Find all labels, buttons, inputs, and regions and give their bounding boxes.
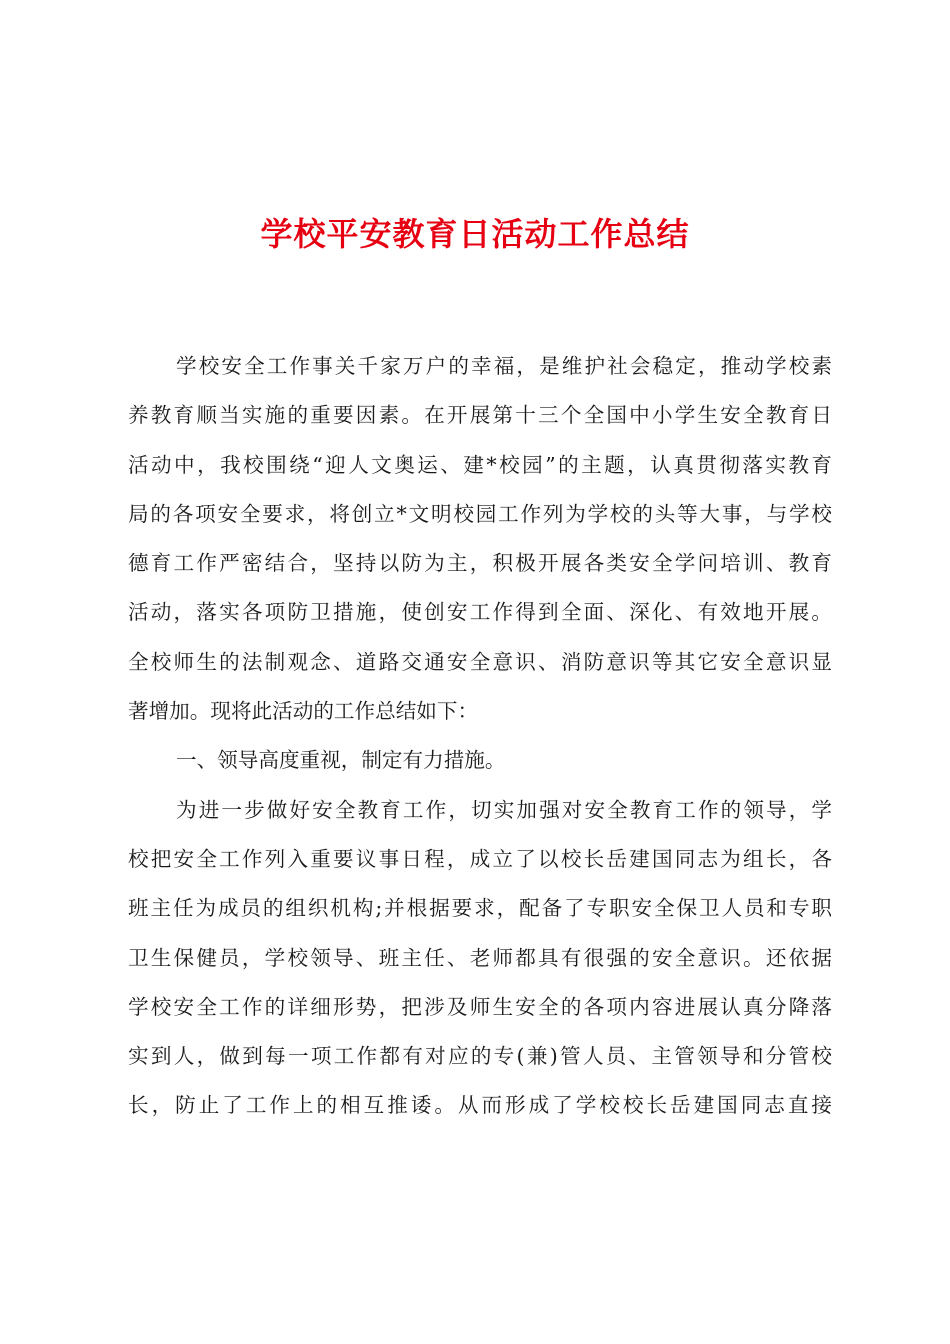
paragraph-1-line-3: 活动中，我校围绕“迎人文奥运、建*校园”的主题，认真贯彻落实教育 — [128, 452, 832, 477]
paragraph-3-line-1: 为进一步做好安全教育工作，切实加强对安全教育工作的领导，学 — [176, 797, 832, 822]
paragraph-1-line-6: 活动，落实各项防卫措施，使创安工作得到全面、深化、有效地开展。 — [128, 600, 832, 625]
paragraph-3-line-5: 学校安全工作的详细形势，把涉及师生安全的各项内容进展认真分降落 — [128, 994, 832, 1019]
paragraph-3-line-3: 班主任为成员的组织机构;并根据要求，配备了专职安全保卫人员和专职 — [128, 896, 832, 921]
paragraph-1-line-1: 学校安全工作事关千家万户的幸福，是维护社会稳定，推动学校素 — [176, 354, 832, 378]
paragraph-1-line-7: 全校师生的法制观念、道路交通安全意识、消防意识等其它安全意识显 — [128, 649, 832, 674]
paragraph-3-line-6: 实到人，做到每一项工作都有对应的专(兼)管人员、主管领导和分管校 — [128, 1044, 832, 1069]
paragraph-3-line-7: 长，防止了工作上的相互推诿。从而形成了学校校长岳建国同志直接 — [128, 1093, 832, 1118]
paragraph-3-line-4: 卫生保健员，学校领导、班主任、老师都具有很强的安全意识。还依据 — [128, 945, 832, 970]
paragraph-1-line-8: 著增加。现将此活动的工作总结如下： — [128, 699, 479, 724]
paragraph-1-line-4: 局的各项安全要求，将创立*文明校园工作列为学校的头等大事，与学校 — [128, 501, 832, 526]
paragraph-1-line-2: 养教育顺当实施的重要因素。在开展第十三个全国中小学生安全教育日 — [128, 403, 832, 428]
paragraph-1-line-5: 德育工作严密结合，坚持以防为主，积极开展各类安全学问培训、教育 — [128, 551, 832, 576]
section-heading-1: 一、领导高度重视，制定有力措施。 — [176, 748, 506, 773]
paragraph-3-line-2: 校把安全工作列入重要议事日程，成立了以校长岳建国同志为组长，各 — [128, 846, 832, 871]
document-body — [128, 342, 832, 1131]
document-title: 学校平安教育日活动工作总结 — [260, 215, 690, 253]
